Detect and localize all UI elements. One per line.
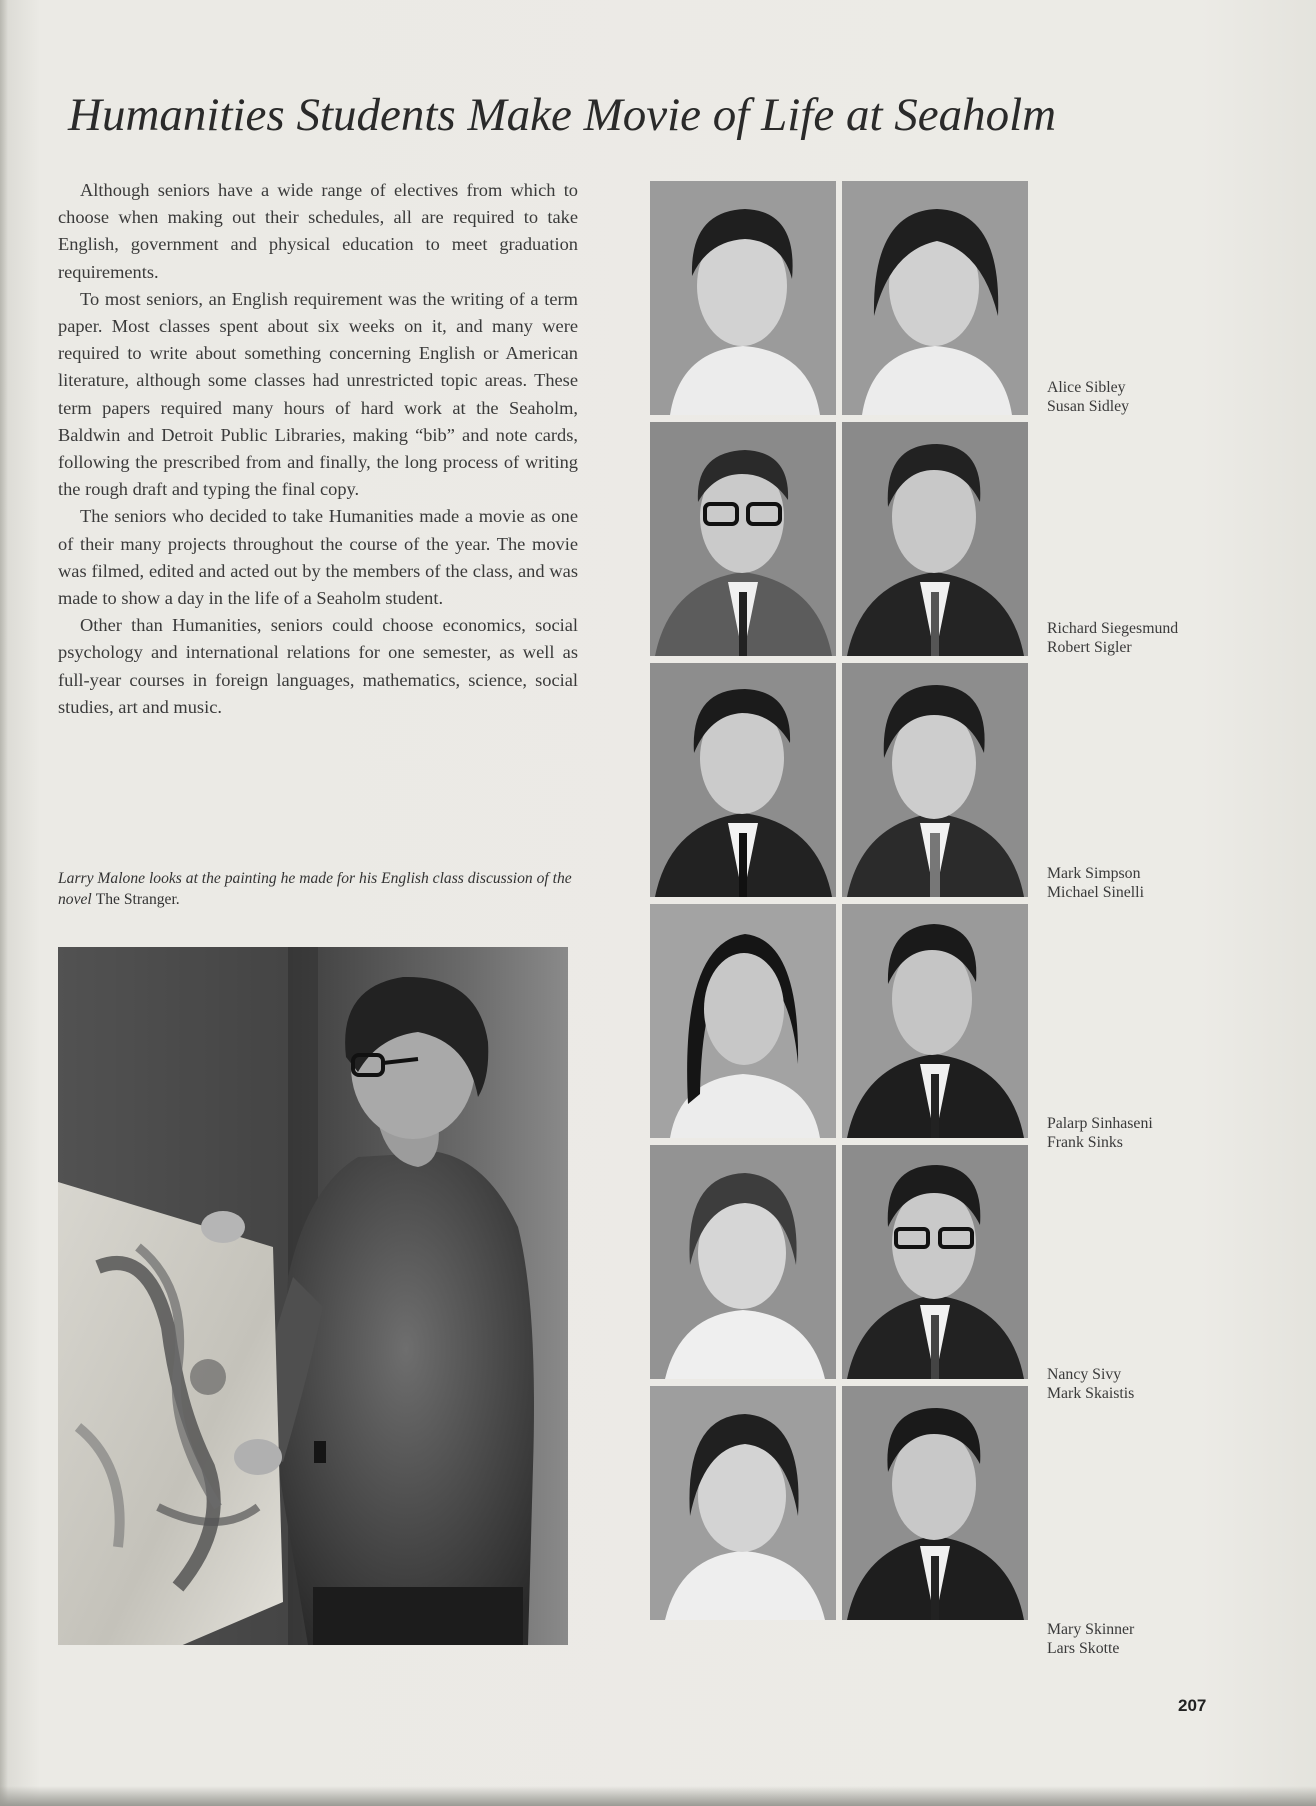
caption-book-title: The Stranger. [95,891,180,908]
student-name: Frank Sinks [1047,1134,1123,1151]
portrait-names [1047,864,1277,902]
student-name: Susan Sidley [1047,398,1130,415]
student-name: Mark Simpson [1047,865,1141,882]
student-name: Lars Skotte [1047,1640,1120,1657]
portrait-photo [842,1145,1028,1379]
student-name: Nancy Sivy [1047,1366,1122,1383]
portrait-photo [650,663,836,897]
portrait-names [1047,1365,1277,1403]
page-edge-shadow [0,0,8,1806]
portrait-photo [650,181,836,415]
portrait-photo [650,1386,836,1620]
portrait-photo [650,904,836,1138]
portrait-photo [842,1386,1028,1620]
portrait-photo [650,422,836,656]
portrait-photo [842,422,1028,656]
article-paragraph: Although seniors have a wide range of electives from which to choose when making out their schedules, all are required to take English, government and physical education to meet graduation requirements. [58,180,578,282]
article-paragraph: The seniors who decided to take Humanities made a movie as one of their many projects throughout the course of the year. The movie was filmed, edited and acted out by the members of the class, and was made to show a day in the life of a Seaholm student. [58,506,578,609]
article-body [58,177,578,721]
caption-text: Larry Malone looks at the painting he made for his English class discussion of the novel [58,870,572,908]
student-name: Mark Skaistis [1047,1385,1135,1402]
page-number: 207 [1178,1696,1207,1715]
main-photo [58,947,568,1645]
photo-caption [58,868,578,910]
portrait-names [1047,619,1277,657]
student-name: Mary Skinner [1047,1621,1135,1638]
portrait-photo [842,904,1028,1138]
page-title: Humanities Students Make Movie of Life at Seaholm [68,89,1057,141]
student-name: Richard Siegesmund [1047,620,1179,637]
portrait-names [1047,378,1277,416]
portrait-photo [842,663,1028,897]
portrait-photo [842,181,1028,415]
portrait-names [1047,1620,1277,1658]
page-bottom-shadow [0,1786,1316,1806]
portrait-names [1047,1114,1277,1152]
student-name: Robert Sigler [1047,639,1132,656]
article-paragraph: Other than Humanities, seniors could choose economics, social psychology and international relations for one semester, as well as full-year courses in foreign languages, mathematics, science, social studies, art and music. [58,615,578,717]
article-paragraph: To most seniors, an English requirement was the writing of a term paper. Most classes spent about six weeks on it, and many were required to write about something concerning English or American literature, although some classes had unrestricted topic areas. These term papers required many hours of hard work at the Seaholm, Baldwin and Detroit Public Libraries, making “bib” and note cards, following the prescribed from and finally, the long process of writing the rough draft and typing the final copy. [58,288,578,500]
student-name: Alice Sibley [1047,379,1126,396]
portrait-photo [650,1145,836,1379]
student-name: Palarp Sinhaseni [1047,1115,1153,1132]
student-name: Michael Sinelli [1047,884,1144,901]
